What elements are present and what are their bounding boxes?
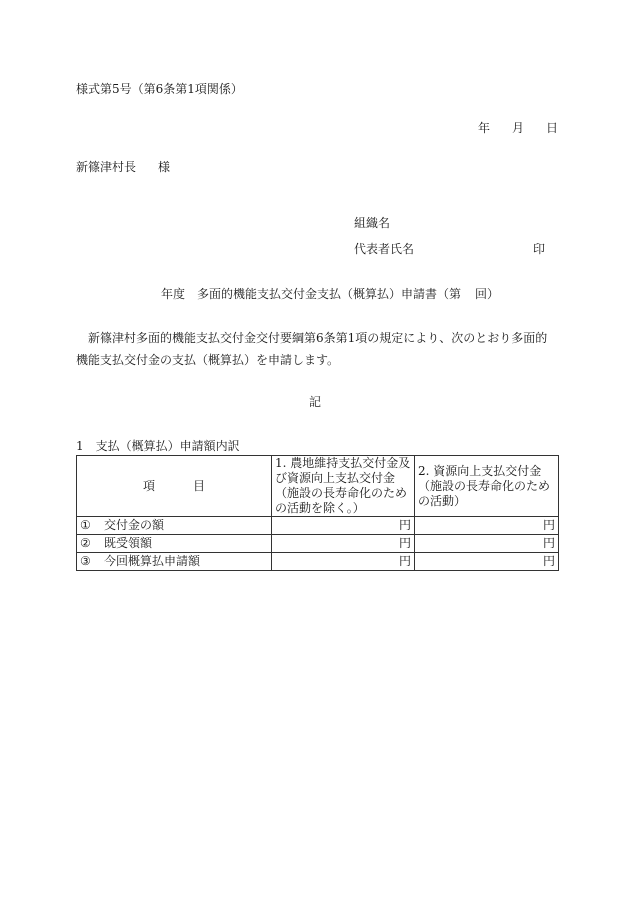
seal-label: 印 (533, 242, 546, 256)
table-header-row (77, 456, 559, 517)
title-main: 多面的機能支払交付金支払（概算払）申請書（第 (197, 287, 462, 301)
row-label (77, 517, 272, 535)
header-item-b: 目 (193, 478, 206, 493)
date-day-label: 日 (545, 121, 558, 135)
row-number: ① (80, 518, 91, 532)
header-item (77, 456, 272, 517)
cell-col2: 円 (415, 517, 559, 535)
row-label-text: 今回概算払申請額 (104, 554, 201, 568)
addressee-name: 新篠津村長 (76, 160, 137, 174)
header-col1: 1. 農地維持支払交付金及び資源向上支払交付金（施設の長寿命化のための活動を除く。） (272, 456, 415, 517)
title-year-label: 年度 (161, 287, 186, 301)
table-row (77, 535, 559, 553)
date-month-label: 月 (511, 121, 524, 135)
representative-label: 代表者氏名 (354, 242, 415, 256)
table-row (77, 553, 559, 571)
document-title (161, 287, 499, 302)
row-label (77, 535, 272, 553)
cell-col2: 円 (415, 535, 559, 553)
row-number: ② (80, 536, 91, 550)
addressee-honorific: 様 (158, 160, 171, 174)
date-line (478, 121, 558, 136)
table-row (77, 517, 559, 535)
body-text: 新篠津村多面的機能支払交付金交付要綱第6条第1項の規定により、次のとおり多面的機能支払交付金の支払（概算払）を申請します。 (76, 331, 548, 367)
row-label-text: 既受領額 (104, 536, 153, 550)
row-label-text: 交付金の額 (104, 518, 165, 532)
ki-marker: 記 (309, 395, 322, 409)
organization-label: 組織名 (354, 216, 391, 230)
breakdown-table (76, 455, 559, 571)
form-number: 様式第5号（第6条第1項関係） (76, 82, 243, 96)
cell-col2: 円 (415, 553, 559, 571)
title-suffix: 回） (475, 287, 500, 301)
section-heading: 1 支払（概算払）申請額内訳 (76, 439, 240, 453)
row-number: ③ (80, 554, 91, 568)
cell-col1: 円 (272, 517, 415, 535)
header-col2: 2. 資源向上支払交付金（施設の長寿命化のための活動） (415, 456, 559, 517)
date-year-label: 年 (477, 121, 490, 135)
cell-col1: 円 (272, 535, 415, 553)
cell-col1: 円 (272, 553, 415, 571)
header-item-a: 項 (142, 478, 155, 493)
row-label (77, 553, 272, 571)
addressee (76, 160, 170, 175)
